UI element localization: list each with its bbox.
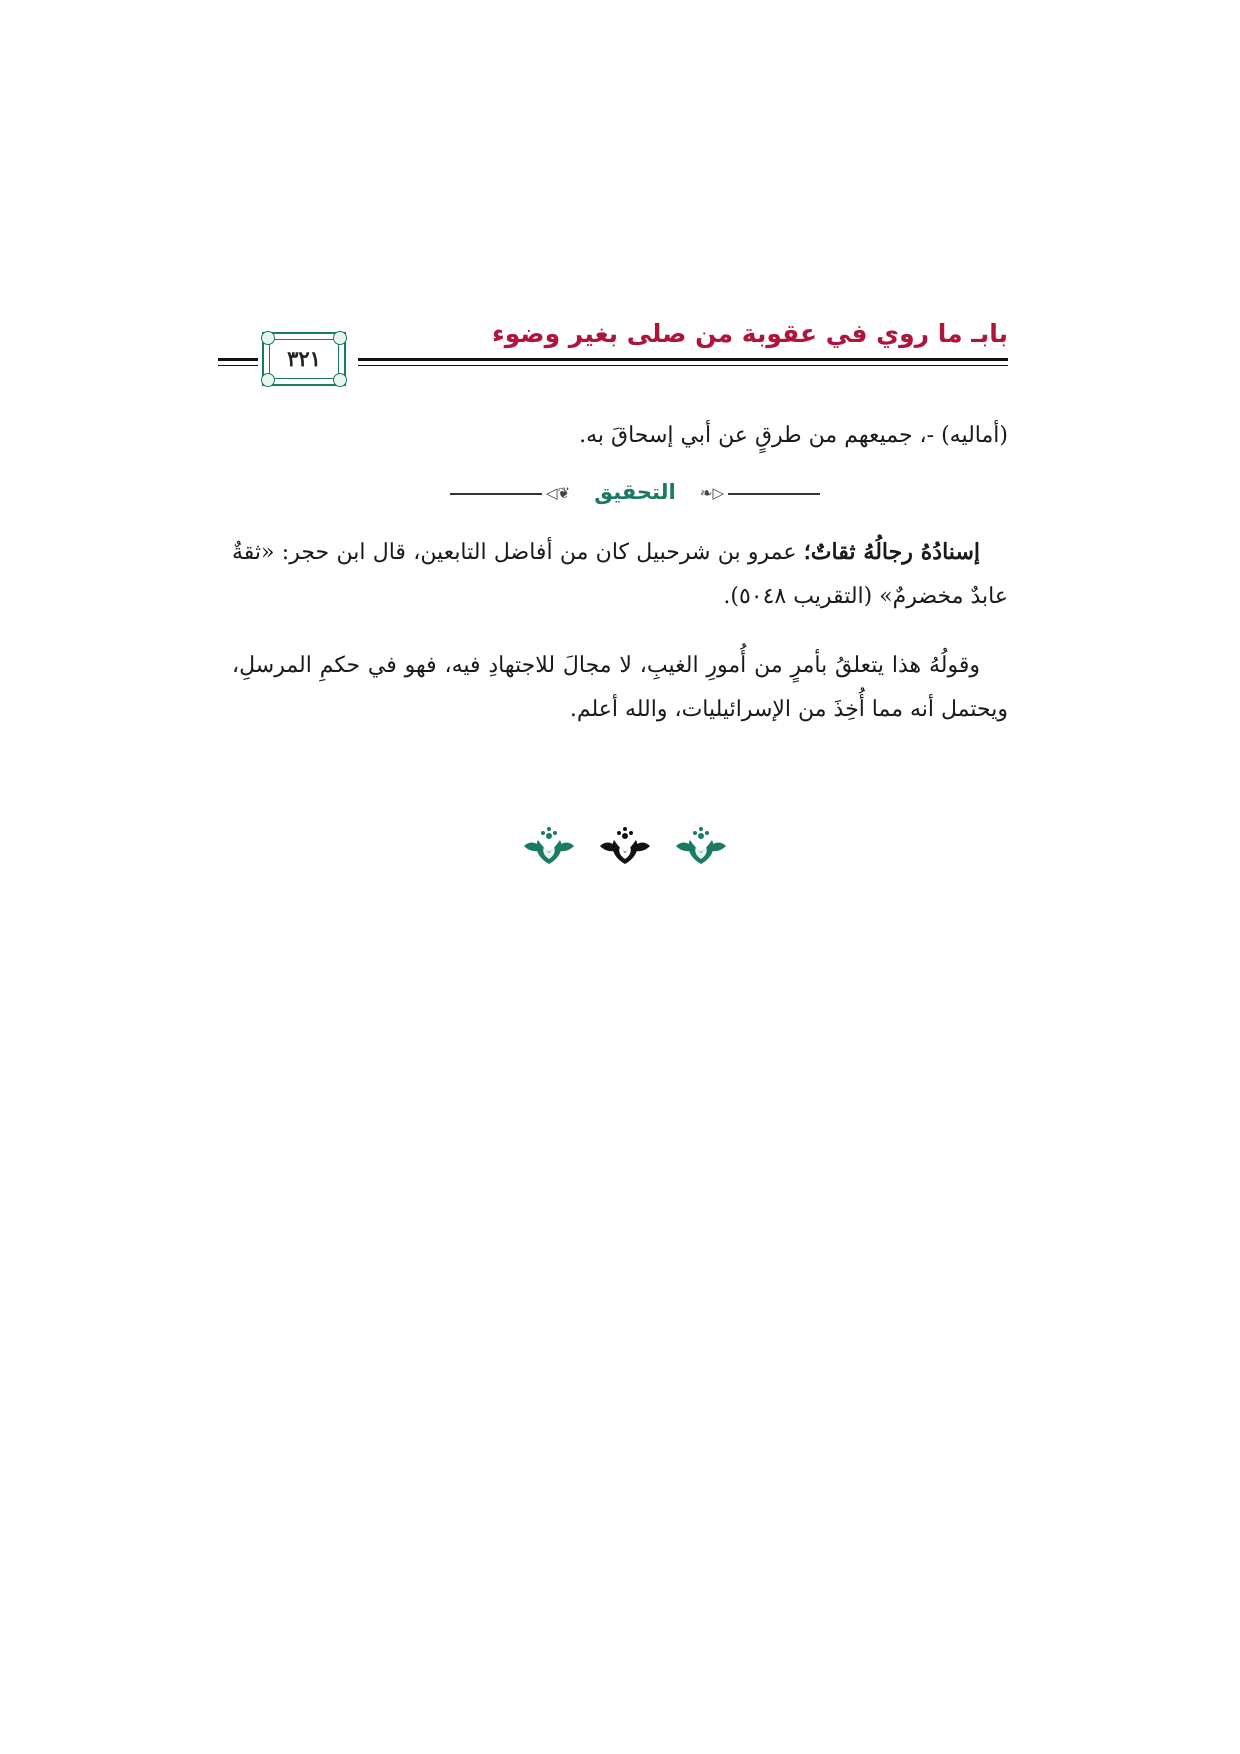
- paragraph-comment: [232, 644, 1008, 732]
- page-header: [218, 316, 1008, 394]
- badge-corner-icon: [333, 373, 347, 387]
- paragraph-text: وقولُهُ هذا يتعلقُ بأمرٍ من أُمورِ الغيبِ، لا مجالَ للاجتهادِ فيه، فهو في حكمِ المرسلِ، ويحتمل أنه مما أُخِذَ من الإسرائيليات، والله أعلم.: [232, 653, 1008, 722]
- badge-corner-icon: [261, 373, 275, 387]
- section-end-ornaments: [520, 826, 730, 870]
- page-number: ٣٢١: [287, 346, 321, 371]
- continuation-text: (أماليه) -، جميعهم من طرقٍ عن أبي إسحاقَ به.: [579, 423, 1008, 448]
- header-rule-top: [358, 358, 1008, 361]
- paragraph-body: عمرو بن شرحبيل كان من أفاضل التابعين، قال ابن حجر: «ثقةٌ عابدٌ مخضرمٌ» (التقريب ٥٠٤٨).: [232, 540, 1008, 609]
- flourish-icon: ◁❦: [546, 484, 571, 502]
- paragraph-isnad: [232, 530, 1008, 619]
- badge-corner-icon: [261, 331, 275, 345]
- lotus-ornament-icon: [520, 826, 578, 868]
- header-rule-bottom: [358, 365, 1008, 366]
- lotus-ornament-icon: [672, 826, 730, 868]
- continuation-line: [232, 414, 1008, 458]
- chapter-title: بابـ ما روي في عقوبة من صلى بغير وضوء: [491, 319, 1008, 348]
- page-number-badge: [262, 332, 346, 386]
- paragraph-lead: إسنادُهُ رجالُهُ ثقاتٌ؛: [803, 539, 980, 565]
- lotus-ornament-icon: [596, 826, 654, 868]
- header-rule-left-bottom: [218, 365, 258, 366]
- flourish-icon: ❧▷: [699, 484, 724, 502]
- header-rule-left-top: [218, 358, 258, 361]
- section-heading: التحقيق: [594, 480, 676, 504]
- badge-corner-icon: [333, 331, 347, 345]
- paragraph-text: [232, 530, 1008, 619]
- section-divider: [450, 474, 820, 514]
